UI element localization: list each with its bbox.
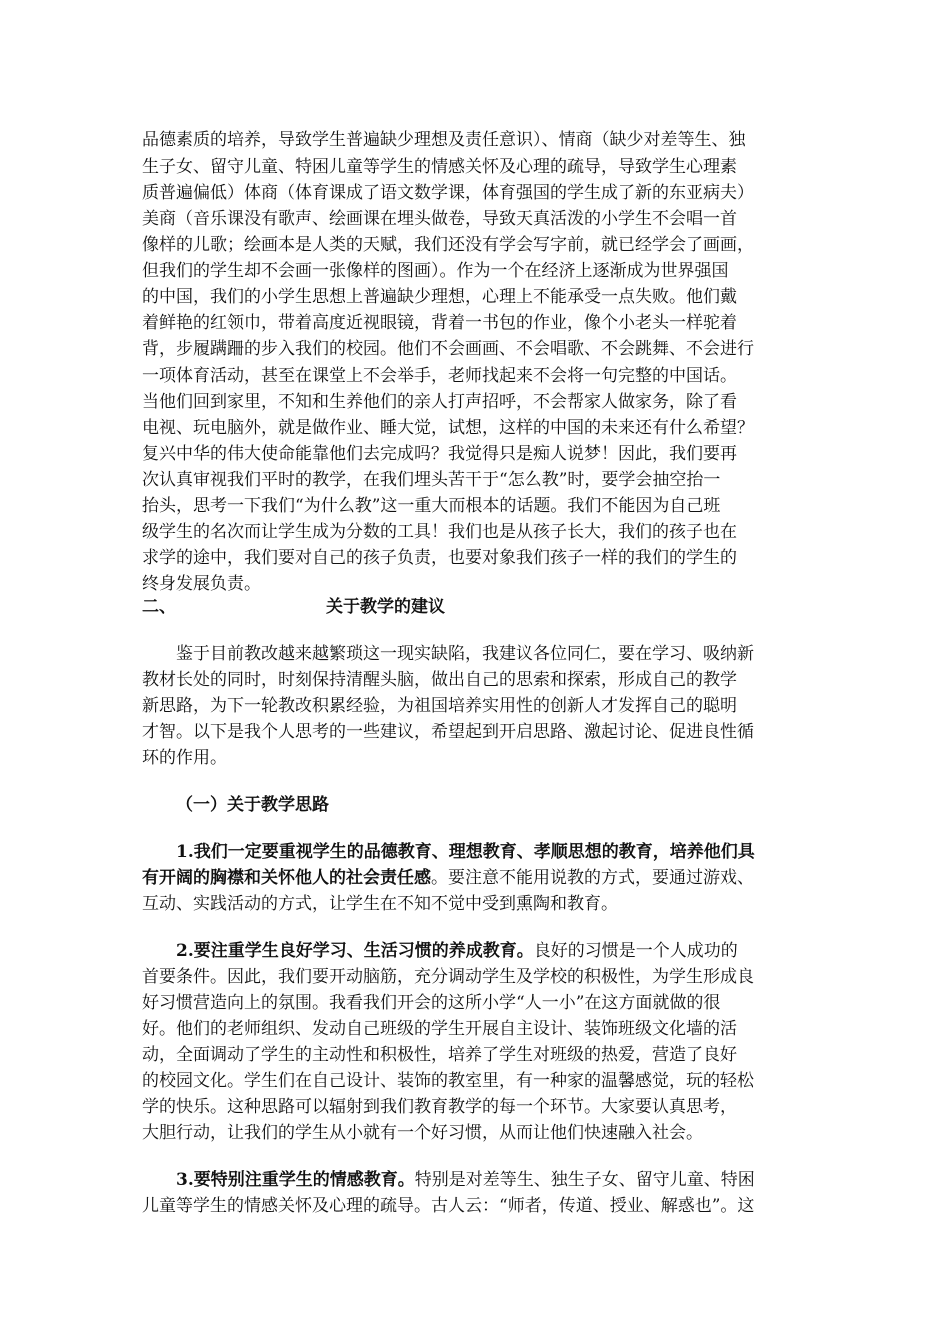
item-bold-text: 有开阔的胸襟和关怀他人的社会责任感: [142, 868, 431, 888]
body-text-line: 的中国，我们的小学生思想上普遍缺少理想，心理上不能承受一点失败。他们戴: [142, 287, 737, 307]
item-text: 特别是对差等生、独生子女、留守儿童、特困: [414, 1170, 755, 1190]
body-text-line: 美商（音乐课没有歌声、绘画课在埋头做卷，导致天真活泼的小学生不会唱一首: [142, 209, 737, 229]
body-text-line: 的校园文化。学生们在自己设计、装饰的教室里，有一种家的温馨感觉，玩的轻松: [142, 1071, 754, 1091]
body-text-line: 着鲜艳的红领巾，带着高度近视眼镜，背着一书包的作业，像个小老头一样驼着: [142, 313, 737, 333]
item-text: 。要注意不能用说教的方式，要通过游戏、: [431, 868, 754, 888]
body-text-line: 背，步履蹒跚的步入我们的校园。他们不会画画、不会唱歌、不会跳舞、不会进行: [142, 339, 754, 359]
body-text-line: 互动、实践活动的方式，让学生在不知不觉中受到熏陶和教育。: [142, 894, 618, 914]
body-text-line: 质普遍偏低）体商（体育课成了语文数学课，体育强国的学生成了新的东亚病夫）: [142, 183, 754, 203]
body-text-line: 但我们的学生却不会画一张像样的图画）。作为一个在经济上逐渐成为世界强国: [142, 261, 729, 281]
body-text-line: 好。他们的老师组织、发动自己班级的学生开展自主设计、装饰班级文化墙的活: [142, 1019, 737, 1039]
body-text-line: 抬头，思考一下我们“为什么教”这一重大而根本的话题。我们不能因为自己班: [142, 496, 721, 516]
body-text-line: 首要条件。因此，我们要开动脑筋，充分调动学生及学校的积极性，为学生形成良: [142, 967, 754, 987]
body-text-line: [176, 1168, 755, 1192]
body-text-line: 学的快乐。这种思路可以辐射到我们教育教学的每一个环节。大家要认真思考，: [142, 1097, 737, 1117]
body-text-line: 教材长处的同时，时刻保持清醒头脑，做出自己的思索和探索，形成自己的教学: [142, 670, 737, 690]
body-text-line: 复兴中华的伟大使命能靠他们去完成吗？我觉得只是痴人说梦！因此，我们要再: [142, 444, 737, 464]
body-text-line: 次认真审视我们平时的教学，在我们埋头苦干于“怎么教”时，要学会抽空抬一: [142, 470, 721, 490]
item-bold-text: 2.要注重学生良好学习、生活习惯的养成教育。: [176, 941, 534, 961]
body-text-line: 一项体育活动，甚至在课堂上不会举手，老师找起来不会将一句完整的中国话。: [142, 366, 737, 386]
body-text-line: 新思路，为下一轮教改积累经验，为祖国培养实用性的创新人才发挥自己的聪明: [142, 696, 737, 716]
body-text-line: 级学生的名次而让学生成为分数的工具！我们也是从孩子长大，我们的孩子也在: [142, 522, 737, 542]
body-text-line: 电视、玩电脑外，就是做作业、睡大觉，试想，这样的中国的未来还有什么希望？: [142, 418, 754, 438]
body-text-line: 像样的儿歌；绘画本是人类的天赋，我们还没有学会写字前，就已经学会了画画，: [142, 235, 754, 255]
body-text-line: 终身发展负责。: [142, 574, 261, 594]
body-text-line: 动，全面调动了学生的主动性和积极性，培养了学生对班级的热爱，营造了良好: [142, 1045, 737, 1065]
body-text-line: 生子女、留守儿童、特困儿童等学生的情感关怀及心理的疏导，导致学生心理素: [142, 157, 737, 177]
body-text-line: 才智。以下是我个人思考的一些建议，希望起到开启思路、激起讨论、促进良性循: [142, 722, 754, 742]
body-text-line: [176, 939, 738, 963]
body-text-line: 品德素质的培养，导致学生普遍缺少理想及责任意识）、情商（缺少对差等生、独: [142, 130, 746, 150]
section-title: 关于教学的建议: [326, 597, 445, 617]
subsection-title: （一）关于教学思路: [176, 795, 329, 815]
item-bold-text: 3.要特别注重学生的情感教育。: [176, 1170, 415, 1190]
body-text-line: 大胆行动，让我们的学生从小就有一个好习惯，从而让他们快速融入社会。: [142, 1123, 703, 1143]
body-text-line: [142, 866, 754, 890]
item-text: 良好的习惯是一个人成功的: [533, 941, 738, 961]
body-text-line: 环的作用。: [142, 748, 227, 768]
body-text-line: 鉴于目前教改越来越繁琐这一现实缺陷，我建议各位同仁，要在学习、吸纳新: [176, 644, 754, 664]
section-number: 二、: [142, 597, 176, 617]
body-text-line: 当他们回到家里，不知和生养他们的亲人打声招呼，不会帮家人做家务，除了看: [142, 392, 737, 412]
body-text-line: 求学的途中，我们要对自己的孩子负责，也要对象我们孩子一样的我们的学生的: [142, 548, 737, 568]
item-bold-text: 1.我们一定要重视学生的品德教育、理想教育、孝顺思想的教育，培养他们具: [176, 842, 755, 862]
body-text-line: 儿童等学生的情感关怀及心理的疏导。古人云：“师者，传道、授业、解惑也”。这: [142, 1196, 755, 1216]
body-text-line: 好习惯营造向上的氛围。我看我们开会的这所小学“人一小”在这方面就做的很: [142, 993, 721, 1013]
